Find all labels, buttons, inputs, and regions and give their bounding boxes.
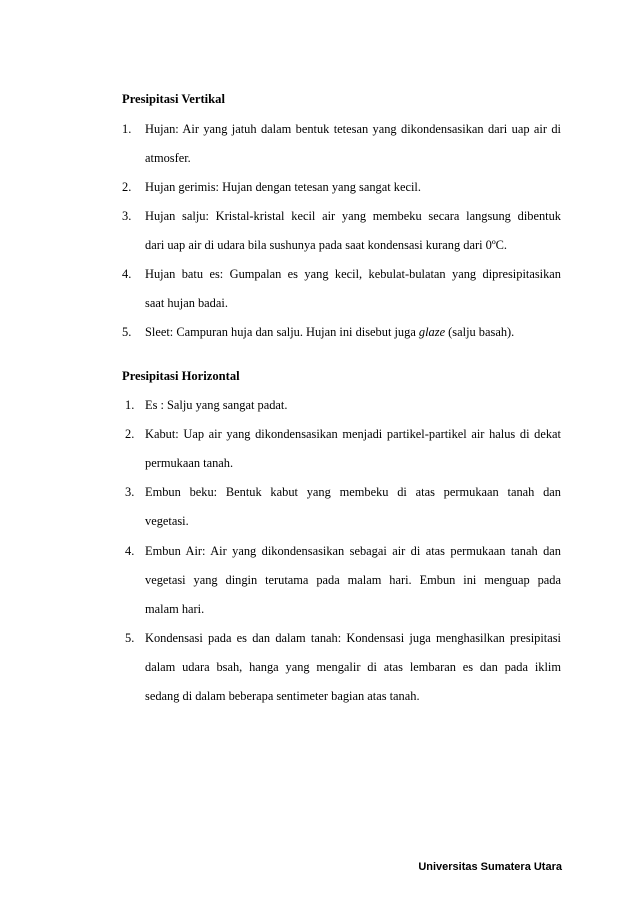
item-text-line: malam hari.: [145, 602, 205, 616]
item-text-line: Hujan gerimis: Hujan dengan tetesan yang sangat kecil.: [145, 180, 421, 194]
item-number: 4.: [122, 267, 132, 281]
item-number: 1.: [125, 398, 135, 412]
item-number: 3.: [122, 209, 132, 223]
item-text-line: Kondensasi pada es dan dalam tanah: Kondensasi juga menghasilkan presipitasi: [145, 631, 561, 645]
item-text-line: Hujan: Air yang jatuh dalam bentuk tetesan yang dikondensasikan dari uap air di: [145, 122, 561, 136]
section-heading-horizontal: Presipitasi Horizontal: [122, 369, 240, 383]
item-text-line: vegetasi.: [145, 514, 189, 528]
item-text-line: saat hujan badai.: [145, 296, 228, 310]
item-text-line: dalam udara bsah, hanga yang mengalir di atas lembaran es dan pada iklim: [145, 660, 561, 674]
item-text-line: atmosfer.: [145, 151, 191, 165]
item-number: 3.: [125, 485, 135, 499]
item-number: 1.: [122, 122, 132, 136]
section-heading-vertical: Presipitasi Vertikal: [122, 92, 225, 106]
item-text-line: Embun beku: Bentuk kabut yang membeku di atas permukaan tanah dan: [145, 485, 561, 499]
item-number: 5.: [122, 325, 132, 339]
item-text-line: vegetasi yang dingin terutama pada malam hari. Embun ini menguap pada: [145, 573, 561, 587]
item-text-italic: glaze: [418, 325, 446, 339]
item-text-line: Kabut: Uap air yang dikondensasikan menjadi partikel-partikel air halus di dekat: [145, 427, 561, 441]
item-text-line: Hujan batu es: Gumpalan es yang kecil, kebulat-bulatan yang dipresipitasikan: [145, 267, 561, 281]
item-text-pre: Sleet: Campuran huja dan salju. Hujan ini disebut juga: [145, 325, 419, 339]
item-text-line: [145, 325, 514, 340]
item-number: 2.: [122, 180, 132, 194]
item-text-line: Es : Salju yang sangat padat.: [145, 398, 288, 412]
item-number: 2.: [125, 427, 135, 441]
item-text-line: sedang di dalam beberapa sentimeter bagian atas tanah.: [145, 689, 420, 703]
item-text-line: permukaan tanah.: [145, 456, 234, 470]
item-text-post: (salju basah).: [445, 325, 515, 339]
item-text-line: Hujan salju: Kristal-kristal kecil air yang membeku secara langsung dibentuk: [145, 209, 561, 223]
item-number: 4.: [125, 544, 135, 558]
item-text-line: Embun Air: Air yang dikondensasikan sebagai air di atas permukaan tanah dan: [145, 544, 561, 558]
item-number: 5.: [125, 631, 135, 645]
item-text-line: dari uap air di udara bila sushunya pada saat kondensasi kurang dari 0ºC.: [145, 238, 508, 252]
page-footer: Universitas Sumatera Utara: [418, 861, 562, 873]
